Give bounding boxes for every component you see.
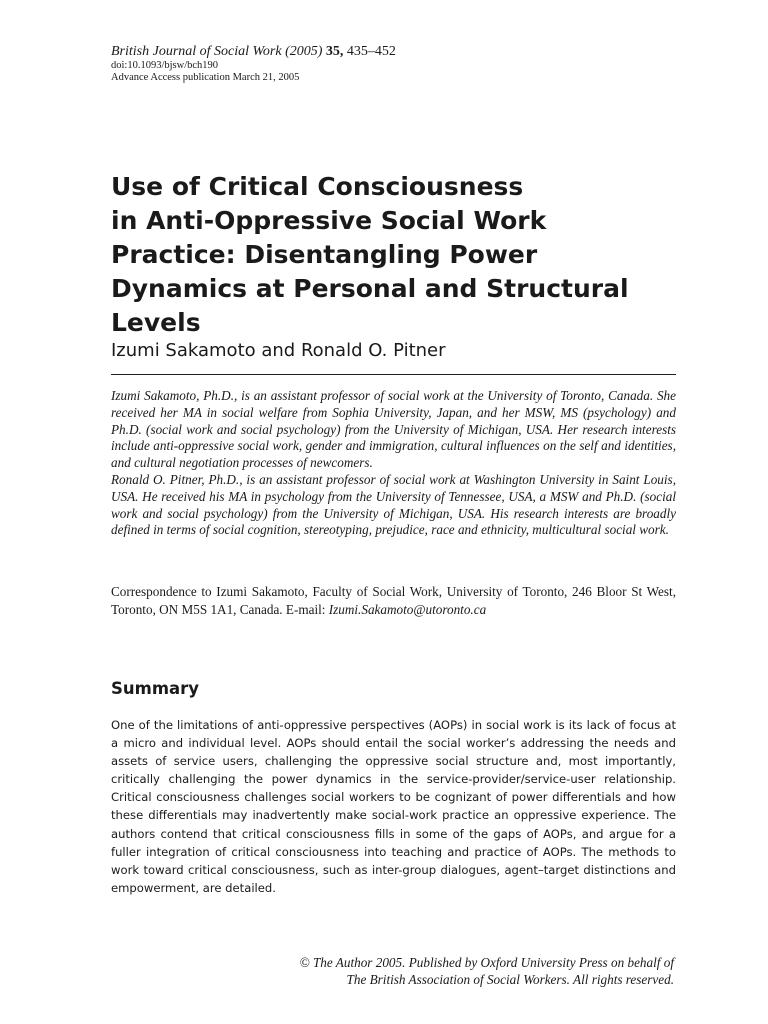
journal-pages: 435–452 [346, 44, 396, 59]
correspondence-email[interactable]: Izumi.Sakamoto@utoronto.ca [328, 602, 487, 617]
journal-name: British Journal of Social Work (2005) [111, 44, 323, 59]
copyright-notice [154, 954, 674, 988]
title-line: Dynamics at Personal and Structural [111, 274, 629, 303]
author-bio: Izumi Sakamoto, Ph.D., is an assistant professor of social work at the University of Toronto, Canada. She received her MA in social welfare from Sophia University, Japan, and her MSW, MS (psychology) and Ph.D. (social work and social psychology) from the University of Michigan, USA. Her research interests include anti-oppressive social work, gender and immigration, cultural influences on the self and identities, and cultural negotiation processes of newcomers. [111, 388, 676, 471]
title-line: Use of Critical Consciousness [111, 172, 524, 201]
doi: doi:10.1093/bjsw/bch190 [111, 60, 219, 71]
copyright-line: © The Author 2005. Published by Oxford University Press on behalf of [299, 955, 674, 970]
journal-volume: 35, [325, 44, 344, 59]
correspondence [111, 583, 676, 619]
author-list: Izumi Sakamoto and Ronald O. Pitner [111, 340, 446, 361]
correspondence-address: Correspondence to Izumi Sakamoto, Faculty of Social Work, University of Toronto, 246 Bloor St West, Toronto, ON M5S 1A1, Canada. E-mail: [111, 584, 676, 617]
article-title [111, 170, 681, 340]
divider [111, 374, 676, 375]
title-line: Practice: Disentangling Power [111, 240, 538, 269]
summary-body: One of the limitations of anti-oppressive perspectives (AOPs) in social work is its lack of focus at a micro and individual level. AOPs should entail the social worker’s addressing the needs and assets of service users, challenging the oppressive social structure and, most importantly, critically challenging the power dynamics in the service-provider/service-user relationship. Critical consciousness challenges social workers to be cognizant of power differentials and how these differentials may inadvertently make social-work practice an oppressive experience. The authors contend that critical consciousness fills in some of the gaps of AOPs, and argue for a fuller integration of critical consciousness into teaching and practice of AOPs. The methods to work toward critical consciousness, such as inter-group dialogues, agent–target distinctions and empowerment, are detailed. [111, 718, 676, 895]
journal-header [111, 44, 671, 84]
author-bio: Ronald O. Pitner, Ph.D., is an assistant professor of social work at Washington University in Saint Louis, USA. He received his MA in psychology from the University of Tennessee, USA, a MSW and Ph.D. (social work and social psychology) from the University of Michigan, USA. His research interests are broadly defined in terms of social cognition, stereotyping, prejudice, race and ethnicity, multicultural social work. [111, 471, 676, 538]
copyright-line: The British Association of Social Workers. All rights reserved. [346, 972, 674, 987]
advance-access-note: Advance Access publication March 21, 2005 [111, 72, 300, 83]
title-line: Levels [111, 308, 201, 337]
summary-heading: Summary [111, 679, 200, 698]
author-bios [111, 388, 676, 539]
journal-citation [111, 44, 671, 60]
title-line: in Anti-Oppressive Social Work [111, 206, 547, 235]
